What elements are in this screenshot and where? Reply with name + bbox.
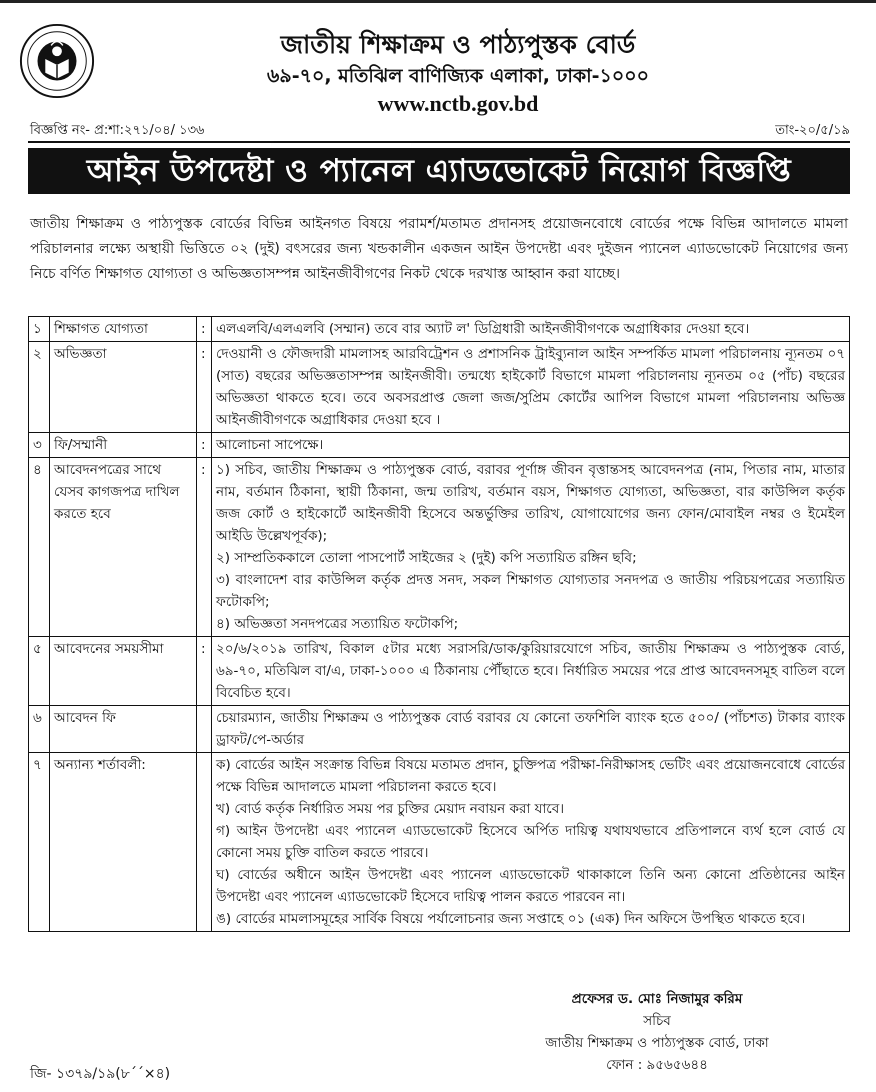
table-row [29,706,850,753]
requirements-table [28,316,850,932]
notice-title: আইন উপদেষ্টা ও প্যানেল এ্যাডভোকেট নিয়োগ বিজ্ঞপ্তি [28,148,850,194]
signatory-phone: ফোন : ৯৫৬৫৬৪৪ [606,1057,708,1073]
row-label: আবেদনপত্রের সাথে যেসব কাগজপত্র দাখিল করতে হবে [50,458,197,637]
row-value-line: আলোচনা সাপেক্ষে। [216,437,324,453]
notice-date: তাং-২০/৫/১৯ [775,123,850,138]
table-row [29,753,850,932]
row-number: ৪ [29,458,50,637]
row-colon: : [197,317,212,342]
row-value [212,458,850,637]
row-number: ৩ [29,433,50,458]
row-colon: : [197,637,212,706]
row-value-line: ৪) অভিজ্ঞতা সনদপত্রের সত্যায়িত ফটোকপি; [216,616,459,632]
signatory-office: জাতীয় শিক্ষাক্রম ও পাঠ্যপুস্তক বোর্ড, ঢাকা [545,1035,769,1051]
org-website: www.nctb.gov.bd [377,91,539,116]
row-value [212,433,850,458]
row-value [212,342,850,433]
row-value-line: ৩) বাংলাদেশ বার কাউন্সিল কর্তৃক প্রদত্ত সনদ, সকল শিক্ষাগত যোগ্যতার সনদপত্র ও জাতীয় পরিচয়পত্রের সত্যায়িত ফটোকপি; [216,572,845,610]
signatory-designation: সচিব [643,1013,671,1029]
row-number: ২ [29,342,50,433]
row-value-line: ঙ) বোর্ডের মামলাসমূহের সার্বিক বিষয়ে পর্যালোচনার জন্য সপ্তাহে ০১ (এক) দিন অফিসে উপস্থিত থাকতে হবে। [216,911,806,927]
row-colon [197,706,212,753]
row-value-line: চেয়ারম্যান, জাতীয় শিক্ষাক্রম ও পাঠ্যপুস্তক বোর্ড বরাবর যে কোনো তফশিলি ব্যাংক হতে ৫০০/ (পাঁচশত) টাকার ব্যাংক ড্রাফট/পে-অর্ডার [216,710,845,748]
row-label: অন্যান্য শর্তাবলী: [50,753,197,932]
divider-line [28,141,850,143]
row-colon [197,753,212,932]
row-value [212,317,850,342]
row-value-line: দেওয়ানী ও ফৌজদারী মামলাসহ আরবিট্রেশন ও প্রশাসনিক ট্রাইব্যুনাল আইন সম্পর্কিত মামলা পরিচালনায় ন্যূনতম ০৭ (সাত) বছরের অভিজ্ঞতাসম্পন্ন আইনজীবী। তন্মধ্যে হাইকোর্ট বিভাগে মামলা পরিচালনায় ন্যূনতম ০৫ (পাঁচ) বছরের অভিজ্ঞতা থাকতে হবে। তবে অবসরপ্রাপ্ত জেলা জজ/সুপ্রিম কোর্টের আপিল বিভাগে মামলা পরিচালনায় অভিজ্ঞ আইনজীবীগণকে অগ্রাধিকার দেওয়া হবে । [216,346,845,428]
reference-row [30,121,850,142]
row-label: শিক্ষাগত যোগ্যতা [50,317,197,342]
row-label: আবেদন ফি [50,706,197,753]
row-value [212,637,850,706]
table-row [29,433,850,458]
row-number: ৫ [29,637,50,706]
row-number: ৬ [29,706,50,753]
org-address: ৬৯-৭০, মতিঝিল বাণিজ্যিক এলাকা, ঢাকা-১০০০ [267,65,649,87]
footer-code: জি- ১৩৭৯/১৯(৮´´×৪) [30,1066,171,1082]
table-row [29,458,850,637]
row-value-line: ২০/৬/২০১৯ তারিখ, বিকাল ৫টার মধ্যে সরাসরি/ডাক/কুরিয়ারযোগে সচিব, জাতীয় শিক্ষাক্রম ও পাঠ্যপুস্তক বোর্ড, ৬৯-৭০, মতিঝিল বা/এ, ঢাকা-১০০০ এ ঠিকানায় পৌঁছাতে হবে। নির্ধারিত সময়ের পরে প্রাপ্ত আবেদনসমূহ বাতিল বলে বিবেচিত হবে। [216,641,845,701]
row-number: ১ [29,317,50,342]
row-value-line: ঘ) বোর্ডের অধীনে আইন উপদেষ্টা এবং প্যানেল এ্যাডভোকেট থাকাকালে তিনি অন্য কোনো প্রতিষ্ঠানের আইন উপদেষ্টা এবং প্যানেল এ্যাডভোকেট হিসেবে দায়িত্ব পালন করতে পারবেন না। [216,867,845,905]
table-row [29,342,850,433]
table-row [29,637,850,706]
org-name: জাতীয় শিক্ষাক্রম ও পাঠ্যপুস্তক বোর্ড [280,30,636,59]
row-colon: : [197,342,212,433]
intro-paragraph: জাতীয় শিক্ষাক্রম ও পাঠ্যপুস্তক বোর্ডের বিভিন্ন আইনগত বিষয়ে পরামর্শ/মতামত প্রদানসহ প্রয়োজনবোধে বোর্ডের পক্ষে বিভিন্ন আদালতে মামলা পরিচালনার লক্ষ্যে অস্থায়ী ভিত্তিতে ০২ (দুই) বৎসরের জন্য খন্ডকালীন একজন আইন উপদেষ্টা এবং দুইজন প্যানেল এ্যাডভোকেট নিয়োগের জন্য নিচে বর্ণিত শিক্ষাগত যোগ্যতা ও অভিজ্ঞতাসম্পন্ন আইনজীবীগণের নিকট থেকে দরখাস্ত আহ্বান করা যাচ্ছে। [30,216,849,282]
row-colon: : [197,433,212,458]
table-row [29,317,850,342]
row-label: ফি/সম্মানী [50,433,197,458]
row-value-line: ১) সচিব, জাতীয় শিক্ষাক্রম ও পাঠ্যপুস্তক বোর্ড, বরাবর পূর্ণাঙ্গ জীবন বৃত্তান্তসহ আবেদনপত্র (নাম, পিতার নাম, মাতার নাম, বর্তমান ঠিকানা, স্থায়ী ঠিকানা, জন্ম তারিখ, বর্তমান বয়স, শিক্ষাগত যোগ্যতা, অভিজ্ঞতা, বার কাউন্সিল কর্তৃক জজ কোর্ট ও হাইকোর্টে আইনজীবী হিসেবে অন্তর্ভুক্তির তারিখ, যোগাযোগের জন্য ফোন/মোবাইল নম্বর ও ইমেইল আইডি উল্লেখপূর্বক); [216,462,845,544]
letterhead [0,28,876,118]
row-label: আবেদনের সময়সীমা [50,637,197,706]
signatory-name: প্রফেসর ড. মোঃ নিজামুর করিম [571,991,743,1007]
row-colon: : [197,458,212,637]
row-value-line: ২) সাম্প্রতিককালে তোলা পাসপোর্ট সাইজের ২ (দুই) কপি সত্যায়িত রঙ্গিন ছবি; [216,550,637,566]
row-label: অভিজ্ঞতা [50,342,197,433]
top-border-line [0,0,876,3]
memo-number: বিজ্ঞপ্তি নং- প্র:শা:২৭১/০৪/ ১৩৬ [30,123,205,138]
row-value [212,753,850,932]
row-value-line: এলএলবি/এলএলবি (সম্মান) তবে বার অ্যাট ল' ডিগ্রিধারী আইনজীবীগণকে অগ্রাধিকার দেওয়া হবে। [216,321,750,337]
row-value-line: ক) বোর্ডের আইন সংক্রান্ত বিভিন্ন বিষয়ে মতামত প্রদান, চুক্তিপত্র পরীক্ষা-নিরীক্ষাসহ ভেটিং এবং প্রয়োজনবোধে বোর্ডের পক্ষে বিভিন্ন আদালতে মামলা পরিচালনা করতে হবে। [216,757,845,795]
row-value-line: খ) বোর্ড কর্তৃক নির্ধারিত সময় পর চুক্তির মেয়াদ নবায়ন করা যাবে। [216,801,565,817]
row-value [212,706,850,753]
signature-block [492,988,822,1076]
row-value-line: গ) আইন উপদেষ্টা এবং প্যানেল এ্যাডভোকেট হিসেবে অর্পিত দায়িত্ব যথাযথভাবে প্রতিপালনে ব্যর্থ হলে বোর্ড যে কোনো সময় চুক্তি বাতিল করতে পারবে। [216,823,845,861]
row-number: ৭ [29,753,50,932]
